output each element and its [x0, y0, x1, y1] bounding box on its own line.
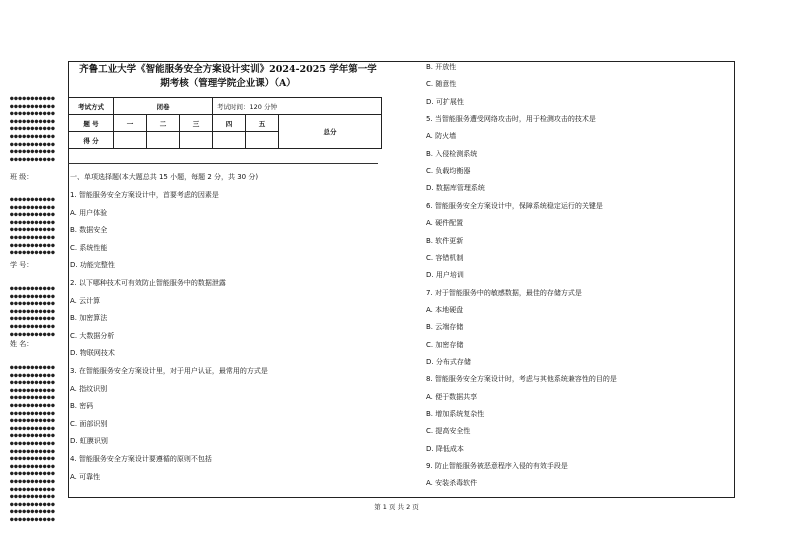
binding-dots: ●●●●●●●●●●● — [10, 478, 56, 485]
exam-title-line1: 齐鲁工业大学《智能服务安全方案设计实训》2024-2025 学年第一学 — [79, 64, 377, 75]
answer-option: A. 安装杀毒软件 — [426, 479, 478, 488]
exam-mode-value: 闭卷 — [114, 98, 213, 115]
answer-option: A. 指纹识别 — [70, 384, 108, 393]
binding-dots: ●●●●●●●●●●● — [10, 315, 56, 323]
answer-option: B. 开放性 — [426, 63, 457, 71]
answer-option: A. 可靠性 — [70, 472, 101, 481]
answer-option: A. 防火墙 — [426, 132, 457, 141]
binding-dots: ●●●●●●●●●●● — [10, 455, 56, 463]
binding-dots: ●●●●●●●●●●● — [10, 307, 56, 315]
binding-dots: ●●●●●●●●●●● — [10, 155, 56, 163]
binding-dots: ●●●●●●●●●●● — [10, 249, 56, 257]
question-stem: 9. 防止智能服务被恶意程序入侵的有效手段是 — [426, 462, 568, 471]
binding-dots: ●●●●●●●●●●● — [10, 148, 56, 156]
score-cell — [180, 132, 213, 149]
binding-dots: ●●●●●●●●●●● — [10, 462, 56, 470]
exam-mode-label: 考试方式 — [69, 98, 114, 115]
answer-option: A. 云计算 — [70, 296, 101, 305]
binding-dots: ●●●●●●●●●●● — [10, 402, 56, 409]
binding-dots: ●●●●●●●●●●● — [10, 424, 56, 432]
answer-option: C. 容错机制 — [426, 253, 464, 262]
binding-dots: ●●●●●●●●●●● — [10, 386, 56, 394]
question-stem: 5. 当智能服务遭受网络攻击时，用于检测攻击的技术是 — [426, 115, 596, 124]
answer-option: B. 云端存储 — [426, 323, 464, 332]
question-stem: 7. 对于智能服务中的敏感数据，最佳的存储方式是 — [426, 288, 582, 297]
student-id-label: 学 号： — [10, 261, 34, 269]
binding-dots: ●●●●●●●●●●● — [10, 371, 56, 379]
exam-time: 考试时间：120 分钟 — [213, 98, 382, 115]
binding-dots: ●●●●●●●●●●● — [10, 500, 56, 508]
binding-dots: ●●●●●●●●●●● — [10, 470, 56, 478]
answer-option: D. 物联网技术 — [70, 349, 115, 358]
section-heading: 一、单项选择题(本大题总共 15 小题，每题 2 分，共 30 分) — [70, 173, 259, 181]
score-table — [68, 97, 382, 149]
binding-dots: ●●●●●●●●●●● — [10, 292, 56, 300]
binding-dots: ●●●●●●●●●●● — [10, 516, 56, 523]
divider — [68, 163, 378, 164]
name-label: 姓 名： — [10, 340, 34, 348]
binding-dots: ●●●●●●●●●●● — [10, 364, 56, 371]
row-label-question: 题 号 — [69, 115, 114, 132]
answer-option: B. 软件更新 — [426, 236, 464, 245]
col-4: 四 — [213, 115, 246, 132]
answer-option: A. 用户体验 — [70, 208, 108, 217]
page-footer: 第 1 页 共 2 页 — [374, 503, 419, 511]
binding-dots: ●●●●●●●●●●● — [10, 133, 56, 140]
score-cell — [213, 132, 246, 149]
binding-dots: ●●●●●●●●●●● — [10, 447, 56, 455]
exam-title-line2: 期考核（管理学院企业课）（A） — [160, 78, 296, 89]
binding-dots: ●●●●●●●●●●● — [10, 218, 56, 226]
binding-dots: ●●●●●●●●●●● — [10, 379, 56, 387]
binding-dots: ●●●●●●●●●●● — [10, 95, 56, 102]
answer-option: C. 面部识别 — [70, 419, 108, 428]
col-2: 二 — [147, 115, 180, 132]
answer-option: C. 加密存储 — [426, 340, 464, 349]
binding-dots: ●●●●●●●●●●● — [10, 211, 56, 219]
answer-option: A. 硬件配置 — [426, 219, 464, 228]
answer-option: D. 功能完整性 — [70, 261, 115, 270]
answer-option: D. 分布式存储 — [426, 357, 471, 366]
answer-option: B. 加密算法 — [70, 314, 108, 323]
col-3: 三 — [180, 115, 213, 132]
binding-dots: ●●●●●●●●●●● — [10, 226, 56, 234]
question-stem: 8. 智能服务安全方案设计时，考虑与其他系统兼容性的目的是 — [426, 375, 617, 384]
answer-option: D. 降低成本 — [426, 444, 464, 453]
answer-option: D. 用户培训 — [426, 271, 464, 280]
answer-option: B. 入侵检测系统 — [426, 149, 478, 158]
answer-option: D. 可扩展性 — [426, 97, 464, 106]
answer-option: B. 增加系统复杂性 — [426, 410, 485, 418]
answer-option: C. 系统性能 — [70, 243, 108, 252]
answer-option: D. 数据库管理系统 — [426, 184, 485, 193]
binding-dots: ●●●●●●●●●●● — [10, 508, 56, 516]
row-label-score: 得 分 — [69, 132, 114, 149]
answer-option: B. 数据安全 — [70, 226, 108, 235]
binding-dots: ●●●●●●●●●●● — [10, 102, 56, 110]
answer-option: A. 便于数据共享 — [426, 392, 478, 401]
col-1: 一 — [114, 115, 147, 132]
answer-option: A. 本地硬盘 — [426, 305, 464, 314]
score-cell — [114, 132, 147, 149]
answer-option: C. 随意性 — [426, 80, 457, 89]
total-label: 总分 — [279, 115, 382, 149]
question-stem: 3. 在智能服务安全方案设计里，对于用户认证，最常用的方式是 — [70, 367, 268, 375]
binding-dots: ●●●●●●●●●●● — [10, 125, 56, 133]
question-stem: 2. 以下哪种技术可有效防止智能服务中的数据泄露 — [70, 279, 226, 287]
binding-dots: ●●●●●●●●●●● — [10, 300, 56, 308]
binding-dots: ●●●●●●●●●●● — [10, 203, 56, 211]
binding-dots: ●●●●●●●●●●● — [10, 234, 56, 241]
binding-dots: ●●●●●●●●●●● — [10, 440, 56, 447]
binding-dots: ●●●●●●●●●●● — [10, 394, 56, 402]
question-stem: 6. 智能服务安全方案设计中，保障系统稳定运行的关键是 — [426, 201, 603, 210]
binding-dots: ●●●●●●●●●●● — [10, 330, 56, 338]
binding-dots: ●●●●●●●●●●● — [10, 241, 56, 249]
score-cell — [246, 132, 279, 149]
col-5: 五 — [246, 115, 279, 132]
class-label: 班 级： — [10, 173, 34, 181]
binding-dots: ●●●●●●●●●●● — [10, 493, 56, 501]
question-stem: 4. 智能服务安全方案设计要遵循的原则不包括 — [70, 455, 212, 463]
score-cell — [147, 132, 180, 149]
binding-dots: ●●●●●●●●●●● — [10, 432, 56, 440]
answer-option: C. 大数据分析 — [70, 331, 115, 340]
answer-option: D. 虹膜识别 — [70, 437, 108, 446]
binding-dots: ●●●●●●●●●●● — [10, 140, 56, 148]
binding-dots: ●●●●●●●●●●● — [10, 323, 56, 330]
binding-dots: ●●●●●●●●●●● — [10, 117, 56, 125]
answer-option: B. 密码 — [70, 402, 94, 411]
binding-dots: ●●●●●●●●●●● — [10, 485, 56, 493]
binding-dots: ●●●●●●●●●●● — [10, 196, 56, 203]
answer-option: C. 提高安全性 — [426, 427, 471, 436]
binding-dots: ●●●●●●●●●●● — [10, 285, 56, 292]
answer-option: C. 负载均衡器 — [426, 167, 471, 176]
question-stem: 1. 智能服务安全方案设计中，首要考虑的因素是 — [70, 191, 219, 199]
binding-dots: ●●●●●●●●●●● — [10, 110, 56, 118]
binding-dots: ●●●●●●●●●●● — [10, 409, 56, 417]
binding-dots: ●●●●●●●●●●● — [10, 417, 56, 425]
